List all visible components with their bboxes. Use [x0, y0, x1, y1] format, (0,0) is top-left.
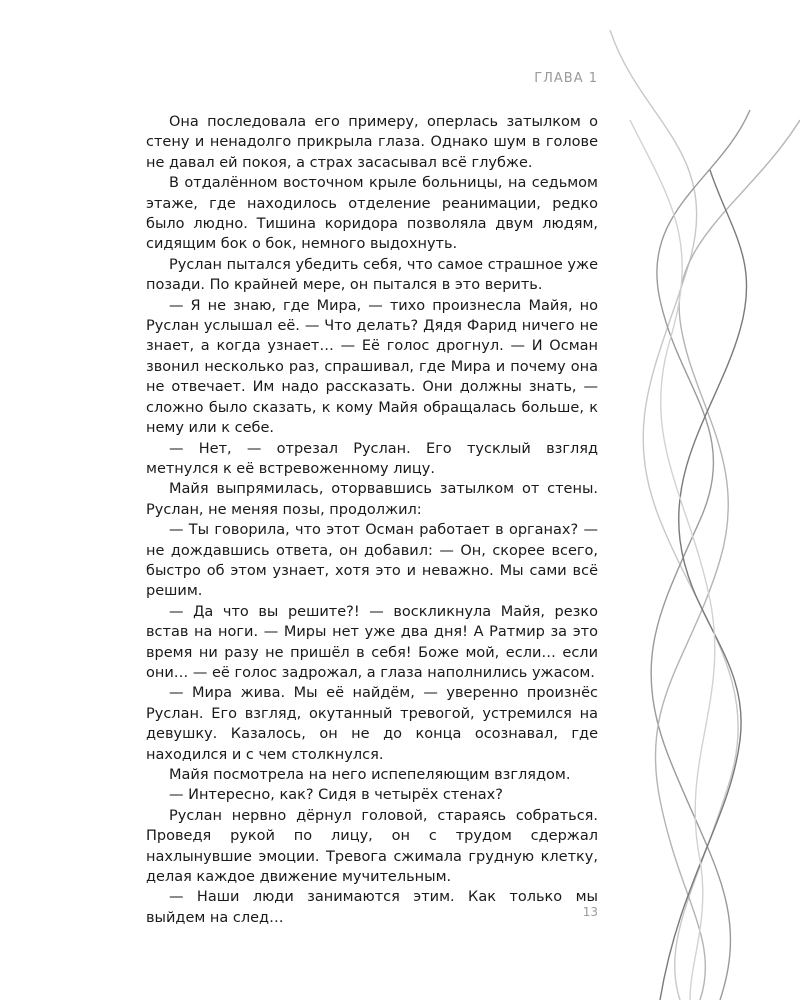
- paragraph: — Да что вы решите?! — воскликнула Майя, резко встав на ноги. — Миры нет уже два дня! А Ратмир за это время ни разу не пришёл в себя! Боже мой, если… если они… — её голос задрожал, а глаза наполнились ужасом.: [146, 603, 598, 681]
- paragraph: Майя посмотрела на него испепеляющим взглядом.: [169, 767, 571, 783]
- paragraph: — Мира жива. Мы её найдём, — уверенно произнёс Руслан. Его взгляд, окутанный тревогой, устремился на девушку. Казалось, он не до конца осознавал, где находился и с чем столкнулся.: [146, 685, 598, 763]
- paragraph: — Интересно, как? Сидя в четырёх стенах?: [169, 787, 503, 804]
- paragraph: — Нет, — отрезал Руслан. Его тусклый взгляд метнулся к её встревоженному лицу.: [146, 440, 598, 477]
- wave-line: [660, 170, 747, 1000]
- paragraph: В отдалённом восточном крыле больницы, на седьмом этаже, где находилось отделение реанимации, редко было людно. Тишина коридора позволяла двум людям, сидящим бок о бок, немного выдохнуть.: [146, 175, 598, 253]
- decorative-wave-lines: [600, 0, 800, 1000]
- paragraph: — Ты говорила, что этот Осман работает в органах? — не дождавшись ответа, он добавил: — Он, скорее всего, быстро об этом узнает, хотя это и неважно. Мы сами всё решим.: [146, 522, 598, 600]
- paragraph: Майя выпрямилась, оторвавшись затылком от стены. Руслан, не меняя позы, продолжил:: [146, 481, 598, 518]
- wave-line: [630, 120, 715, 1000]
- paragraph: Руслан нервно дёрнул головой, стараясь собраться. Проведя рукой по лицу, он с трудом сдержал нахлынувшие эмоции. Тревога сжимала грудную клетку, делая каждое движение мучительным.: [146, 807, 598, 886]
- paragraph: — Я не знаю, где Мира, — тихо произнесла Майя, но Руслан услышал её. — Что делать? Дядя Фарид ничего не знает, а когда узнает… — Её голос дрогнул. — И Осман звонил несколько раз, спрашивал, где Мира и почему она не отвечает. Им надо рассказать. Они должны знать, — сложно было сказать, к кому Майя обращалась больше, к нему или к себе.: [146, 297, 598, 437]
- chapter-header: ГЛАВА 1: [534, 71, 598, 86]
- page-number: 13: [582, 905, 598, 919]
- body-text: [146, 112, 598, 928]
- paragraph: Руслан пытался убедить себя, что самое страшное уже позади. По крайней мере, он пытался в это верить.: [146, 256, 598, 294]
- paragraph: Она последовала его примеру, оперлась затылком о стену и ненадолго прикрыла глаза. Однако шум в голове не давал ей покоя, а страх засасывал всё глубже.: [146, 114, 598, 171]
- paragraph: — Наши люди занимаются этим. Как только мы выйдем на след…: [146, 889, 598, 926]
